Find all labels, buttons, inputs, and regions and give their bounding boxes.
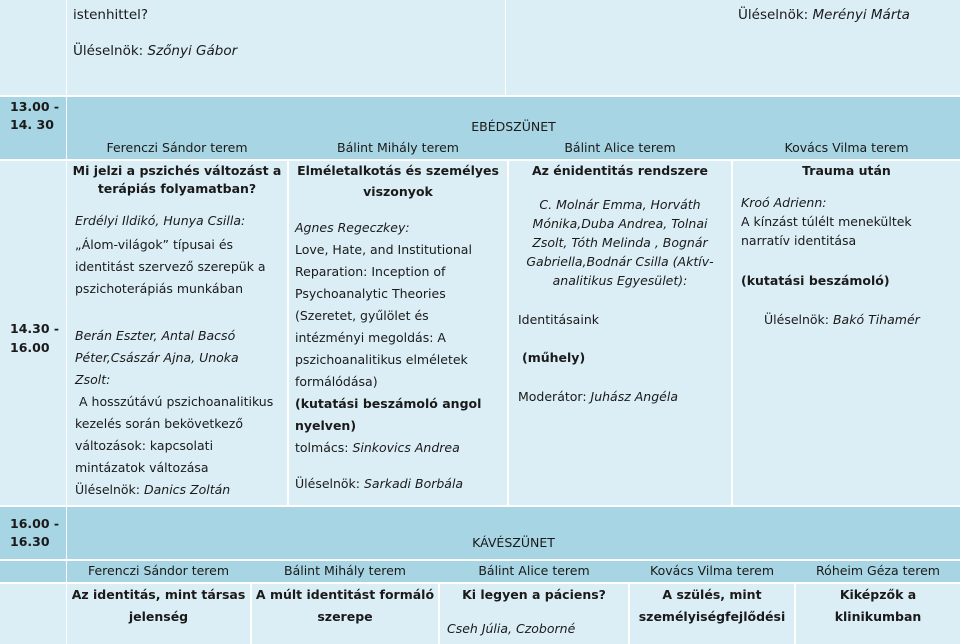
- session-time-end: 16.00: [10, 340, 50, 355]
- talk-author: Cseh Júlia, Czoborné: [447, 621, 576, 636]
- coffee-time-end: 16.30: [10, 534, 50, 549]
- top-right-chair: [738, 4, 910, 26]
- talk-author: Agnes Regeczkey:: [295, 220, 410, 235]
- lunch-label-cell: [67, 97, 960, 139]
- chair-name: Merényi Márta: [812, 7, 910, 23]
- top-row-left-cell: [67, 0, 505, 95]
- talk-author: Erdélyi Ildikó, Hunya Csilla:: [75, 213, 246, 228]
- authors: C. Molnár Emma, Horváth Mónika,Duba Andrea, Tolnai Zsolt, Tóth Melinda , Bognár Gabriella,Bodnár Csilla (Aktív- analitikus Egyesület):: [526, 197, 714, 288]
- session-title: Elméletalkotás és személyes viszonyok: [297, 163, 499, 199]
- top-row-time-cell: [0, 0, 66, 95]
- talk-title: A kínzást túlélt menekültek: [741, 214, 912, 229]
- lunch-time-cell: [0, 97, 66, 139]
- session-title: A múlt identitást formáló szerepe: [255, 587, 435, 624]
- room-kovacs-vilma: Kovács Vilma terem: [784, 140, 909, 155]
- session-title: Ki legyen a páciens?: [462, 587, 606, 602]
- chair-name: Szőnyi Gábor: [147, 43, 238, 59]
- session-col-balint-mihaly: [289, 161, 507, 505]
- session-title: Az identitás, mint társas jelenség: [71, 587, 246, 624]
- session-title: Az énidentitás rendszere: [531, 163, 709, 178]
- interpreter-name: Sinkovics Andrea: [352, 440, 460, 455]
- bottom-rooms-header: [67, 561, 960, 582]
- chair-name: Sarkadi Borbála: [363, 476, 464, 491]
- session-title: A szülés, mint személyiségfejlődési: [638, 587, 786, 624]
- chair-prefix: Üléselnök:: [73, 43, 148, 59]
- bottom-col-ferenczi: [67, 584, 250, 644]
- talk-title: A hosszútávú pszichoanalitikus kezelés során bekövetkező változások: kapcsolati mintázatok változása: [75, 394, 274, 475]
- coffee-time-start: 16.00 -: [10, 516, 60, 531]
- room-balint-mihaly: Bálint Mihály terem: [284, 563, 406, 578]
- chair-prefix: Üléselnök:: [764, 312, 833, 327]
- rooms-header: [67, 139, 960, 159]
- talk-author: Kroó Adrienn:: [741, 195, 827, 210]
- session-chair: [75, 479, 273, 501]
- interpreter: tolmács: Sinkovics Andrea: [295, 440, 460, 455]
- moderator-name: Juhász Angéla: [590, 389, 678, 404]
- room-roheim-geza: Róheim Géza terem: [816, 563, 940, 578]
- session-time-cell: [0, 161, 66, 505]
- chair-prefix: Üléselnök:: [738, 7, 813, 23]
- session-col-balint-alice: [509, 161, 731, 505]
- lunch-time-end: 14. 30: [10, 117, 54, 132]
- chair-prefix: Üléselnök:: [75, 482, 144, 497]
- coffee-label-cell: [67, 507, 960, 559]
- session-chair: [295, 473, 481, 495]
- bottom-col-roheim-geza: [796, 584, 960, 644]
- top-left-chair: [73, 40, 237, 62]
- bottom-time-cell: [0, 584, 66, 644]
- session-title: Mi jelzi a pszichés változást a terápiás folyamatban?: [72, 163, 282, 196]
- top-left-question: istenhittel?: [73, 7, 149, 23]
- bottom-col-balint-mihaly: [252, 584, 438, 644]
- bottom-col-balint-alice: [440, 584, 628, 644]
- room-balint-alice: Bálint Alice terem: [564, 140, 676, 155]
- chair-prefix: Üléselnök:: [295, 476, 364, 491]
- talk-1: Agnes Regeczkey: Love, Hate, and Institutional Reparation: Inception of Psychoanalytic Theories (Szeretet, gyűlölet és intézményi megoldás: A pszichoanalitikus elméletek formálódása) (kutatási beszámoló angol nyelven) tolmács: Sinkovics Andrea Üléselnök: Sarkadi Borbála: [295, 217, 481, 495]
- workshop-type: (műhely): [522, 350, 586, 365]
- bottom-col-kovacs-vilma: [630, 584, 794, 644]
- chair-name: Bakó Tihamér: [832, 312, 920, 327]
- top-row-right-cell: [506, 0, 960, 95]
- lunch-time-start: 13.00 -: [10, 99, 60, 114]
- session-col-ferenczi: [67, 161, 287, 505]
- session-time-start: 14.30 -: [10, 321, 60, 336]
- moderator: Moderátor: Juhász Angéla: [518, 389, 678, 404]
- session-title: Kiképzők a klinikumban: [834, 587, 922, 624]
- bottom-rooms-time-cell: [0, 561, 66, 582]
- room-ferenczi: Ferenczi Sándor terem: [87, 563, 230, 578]
- chair-name: Danics Zoltán: [143, 482, 231, 497]
- session-title: Trauma után: [802, 163, 891, 178]
- rooms-time-cell: [0, 139, 66, 159]
- room-ferenczi: Ferenczi Sándor terem: [106, 140, 248, 155]
- room-balint-mihaly: Bálint Mihály terem: [337, 140, 459, 155]
- room-kovacs-vilma: Kovács Vilma terem: [650, 563, 774, 578]
- talk-2: Berán Eszter, Antal Bacsó Péter,Császár Ajna, Unoka Zsolt: A hosszútávú pszichoanalitikus kezelés során bekövetkező változások: kapcsolati mintázatok változása Üléselnök: Danics Zoltán: [75, 325, 273, 501]
- report-note: (kutatási beszámoló angol: [295, 396, 482, 411]
- talk-1: [75, 211, 266, 300]
- talk-title: „Álom-világok” típusai és identitást szervező szerepük a pszichoterápiás munkában: [75, 237, 266, 296]
- talk-author: Berán Eszter, Antal Bacsó: [75, 328, 236, 343]
- lunch-label: EBÉDSZÜNET: [471, 119, 556, 134]
- room-balint-alice: Bálint Alice terem: [478, 563, 590, 578]
- coffee-label: KÁVÉSZÜNET: [472, 535, 555, 550]
- coffee-time-cell: [0, 507, 66, 559]
- report-note: (kutatási beszámoló): [741, 273, 890, 288]
- session-col-kovacs-vilma: Trauma után Kroó Adrienn: A kínzást túlélt menekültek narratív identitása (kutatási beszámoló) Üléselnök: Bakó Tihamér: [733, 161, 960, 505]
- workshop-title: Identitásaink: [518, 312, 599, 327]
- session-chair: [764, 310, 920, 329]
